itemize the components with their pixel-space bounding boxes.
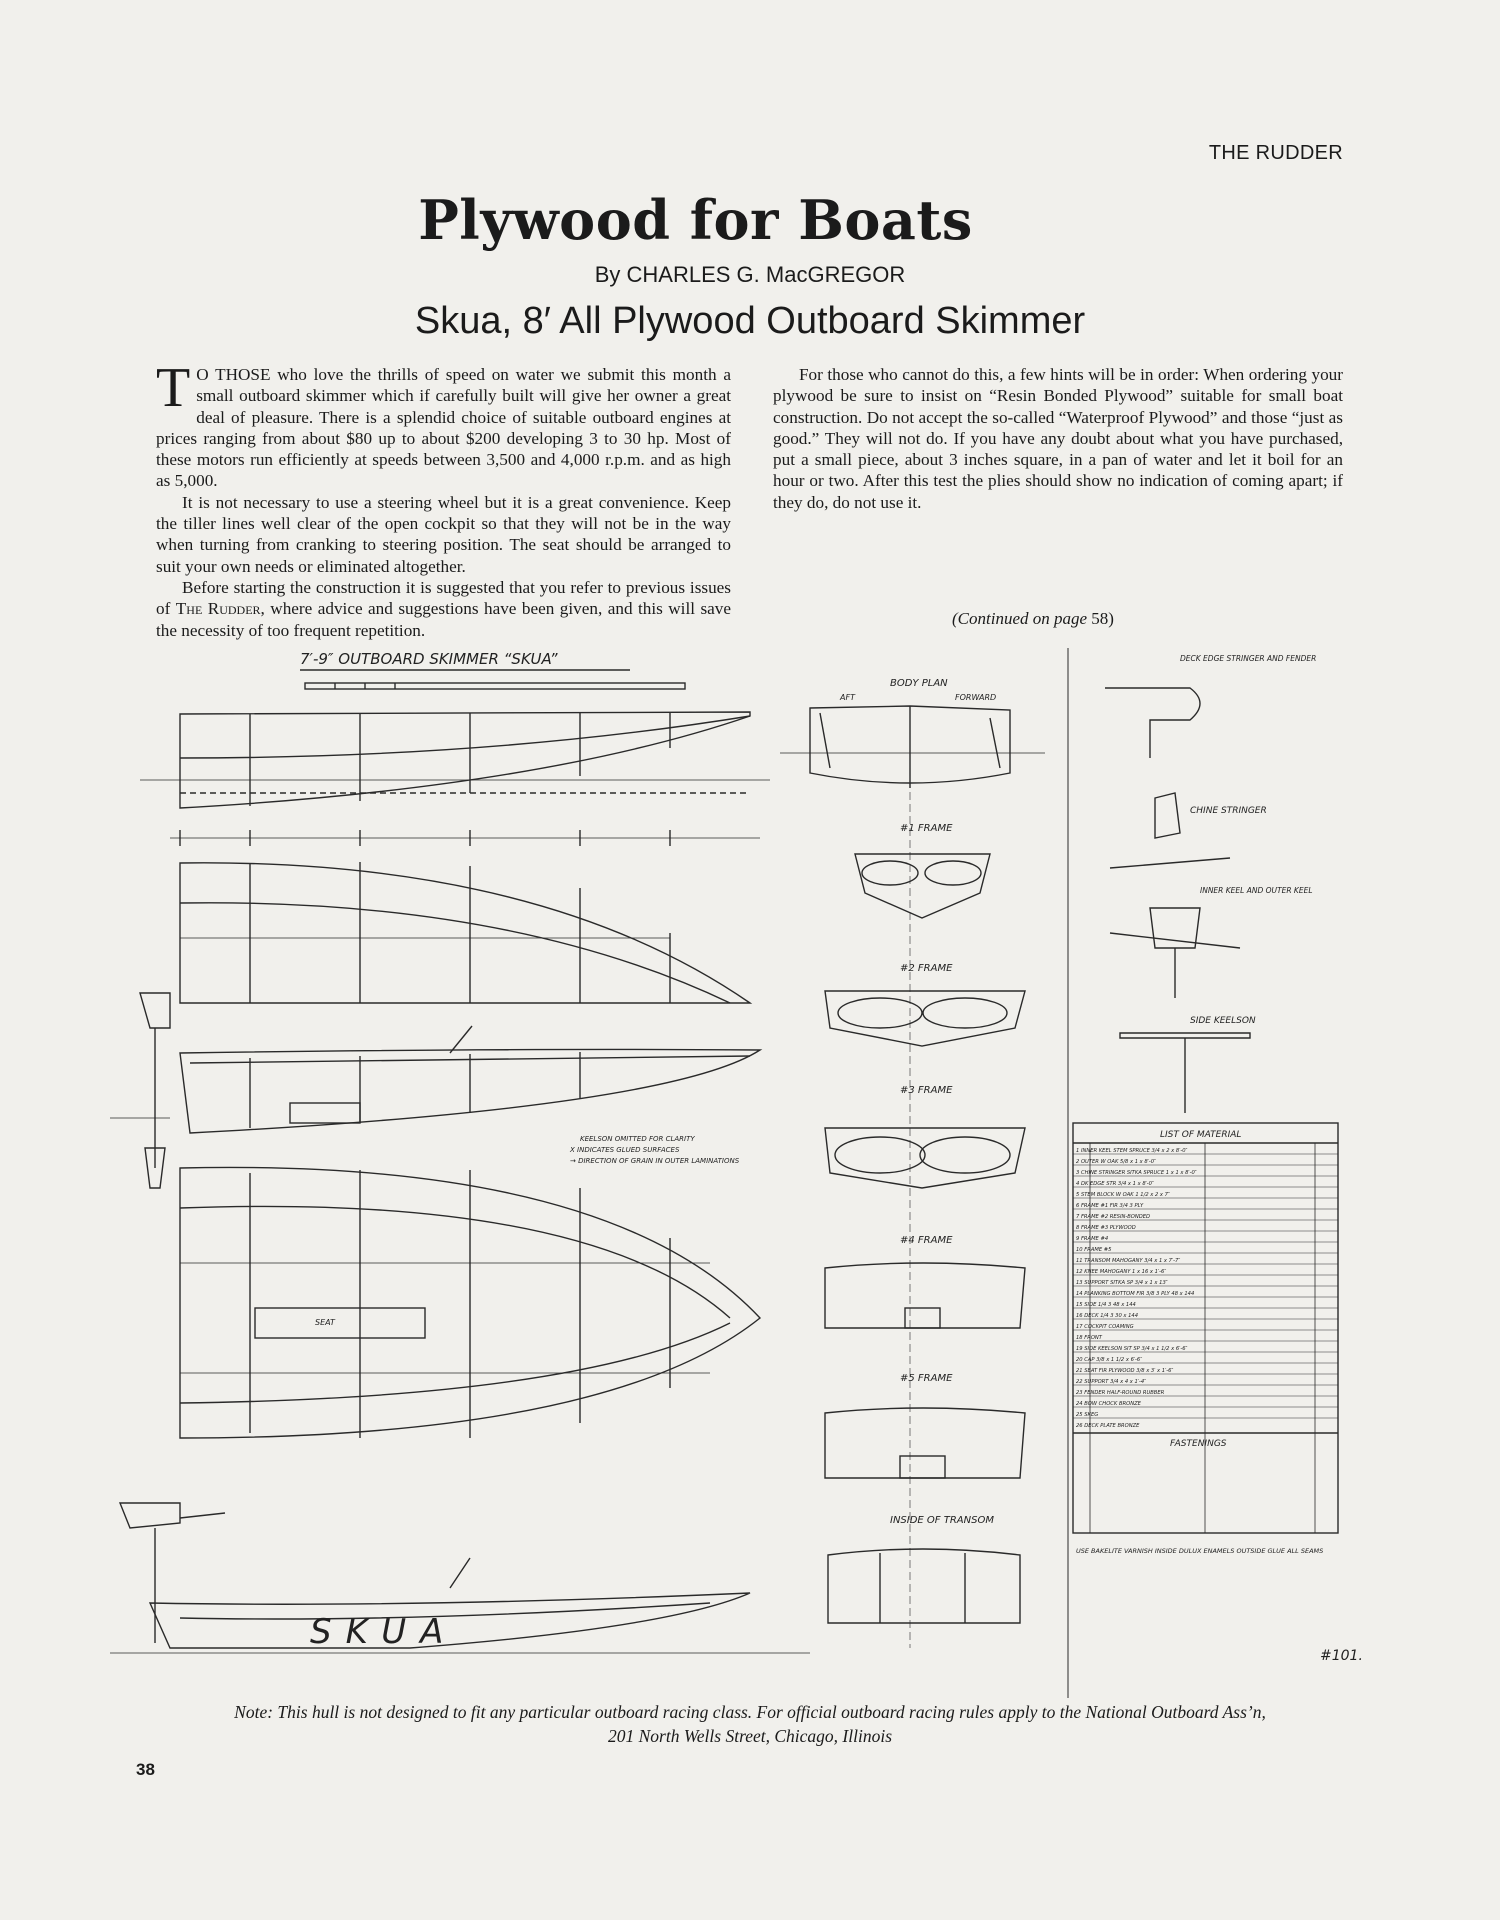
material-row: 26 DECK PLATE BRONZE: [1076, 1423, 1140, 1429]
inner-keel-label: INNER KEEL AND OUTER KEEL: [1200, 886, 1313, 895]
frame-1-label: #1 FRAME: [900, 823, 953, 834]
forward-label: FORWARD: [955, 693, 997, 702]
material-row: 10 FRAME #5: [1076, 1247, 1112, 1253]
material-row: 3 CHINE STRINGER SITKA SPRUCE 1 x 1 x 8′-0″: [1076, 1170, 1197, 1176]
material-row: 12 KNEE MAHOGANY 1 x 16 x 1′-6″: [1076, 1269, 1167, 1275]
paragraph-2: It is not necessary to use a steering wheel but it is a great convenience. Keep the tiller lines well clear of the open cockpit so that they will not be in the way when turning from cranking to steering position. The seat should be arranged to suit your own needs or eliminated altogether.: [156, 492, 731, 576]
material-row: 6 FRAME #1 FIR 3/4 3 PLY: [1076, 1203, 1144, 1209]
continued-text: (Continued on page: [952, 609, 1088, 628]
paragraph-1-text: O THOSE who love the thrills of speed on water we submit this month a small outboard skimmer which if carefully built will give her owner a great deal of pleasure. There is a splendid choice of suitable outboard engines at prices ranging from about $80 up to about $200 developing 3 to 30 hp. Most of these motors run efficiently at speeds between 3,500 and 4,000 r.p.m. and as high as 5,000.: [156, 365, 731, 491]
body-plan-label: BODY PLAN: [890, 678, 948, 689]
material-row: 16 DECK 1/4 3 30 x 144: [1076, 1313, 1139, 1319]
material-row: 19 SIDE KEELSON SIT SP 3/4 x 1 1/2 x 6′-6″: [1076, 1346, 1188, 1352]
material-row: 8 FRAME #3 PLYWOOD: [1076, 1225, 1136, 1231]
material-row: 21 SEAT FIR PLYWOOD 3/8 x 3′ x 1′-6″: [1076, 1368, 1174, 1374]
chine-stringer-label: CHINE STRINGER: [1190, 806, 1267, 816]
material-row: 25 SKEG: [1076, 1412, 1099, 1418]
drawing-main-title: 7′-9″ OUTBOARD SKIMMER “SKUA”: [300, 650, 558, 668]
material-row: 5 STEM BLOCK W OAK 1 1/2 x 2 x 7″: [1076, 1192, 1170, 1198]
article-title: Plywood for Boats: [418, 188, 973, 252]
material-row: 24 BOW CHOCK BRONZE: [1076, 1401, 1141, 1407]
material-row: 1 INNER KEEL STEM SPRUCE 3/4 x 2 x 8′-0″: [1076, 1148, 1188, 1154]
material-row: 13 SUPPORT SITKA SP 3/4 x 1 x 13″: [1076, 1280, 1168, 1286]
byline: By CHARLES G. MacGREGOR: [594, 262, 906, 287]
plate-number: #101.: [1320, 1648, 1363, 1664]
masthead: THE RUDDER: [1208, 142, 1343, 164]
column-left: [156, 357, 732, 641]
material-row: 4 DK EDGE STR 3/4 x 1 x 8′-0″: [1076, 1181, 1154, 1187]
material-row: 11 TRANSOM MAHOGANY 3/4 x 1 x 7′-7″: [1076, 1258, 1181, 1264]
fastenings-note: USE BAKELITE VARNISH INSIDE DULUX ENAMELS OUTSIDE GLUE ALL SEAMS: [1076, 1547, 1324, 1555]
paragraph-3-text-a: Before starting the construction it is suggested that you refer to previous issues of: [156, 577, 731, 619]
hull-name-lettering: SKUA: [310, 1612, 458, 1652]
drawing-note-1: KEELSON OMITTED FOR CLARITY: [580, 1135, 695, 1143]
drawing-note-3: → DIRECTION OF GRAIN IN OUTER LAMINATIONS: [570, 1157, 740, 1165]
materials-title: LIST OF MATERIAL: [1160, 1130, 1242, 1140]
material-row: 18 FRONT: [1076, 1335, 1102, 1341]
continued-note: [952, 609, 1114, 629]
footnote: [0, 1700, 1500, 1748]
material-row: 17 COCKPIT COAMING: [1076, 1324, 1134, 1330]
footnote-line-2: 201 North Wells Street, Chicago, Illinois: [607, 1726, 893, 1746]
article-subtitle: Skua, 8′ All Plywood Outboard Skimmer: [414, 300, 1086, 342]
transom-label: INSIDE OF TRANSOM: [890, 1515, 994, 1526]
boat-plans-drawing: [110, 648, 1363, 1698]
side-keelson-label: SIDE KEELSON: [1190, 1016, 1256, 1026]
aft-label: AFT: [840, 693, 855, 702]
drawing-note-2: X INDICATES GLUED SURFACES: [570, 1146, 680, 1154]
material-row: 22 SUPPORT 3/4 x 4 x 1′-4″: [1076, 1379, 1147, 1385]
material-row: 23 FENDER HALF-ROUND RUBBER: [1076, 1390, 1165, 1396]
paragraph-3-text-b: , where advice and suggestions have been given, and this will save the necessity of too frequent repetition.: [156, 599, 732, 640]
material-row: 20 CAP 3/8 x 1 1/2 x 6′-6″: [1076, 1357, 1143, 1363]
deck-edge-label: DECK EDGE STRINGER AND FENDER: [1180, 654, 1317, 663]
material-row: 15 SIDE 1/4 3 48 x 144: [1076, 1302, 1136, 1308]
magazine-name: The Rudder: [175, 599, 261, 619]
seat-label: SEAT: [315, 1318, 335, 1327]
material-row: 9 FRAME #4: [1076, 1236, 1109, 1242]
frame-2-label: #2 FRAME: [900, 963, 953, 974]
paragraph-1: [156, 357, 731, 492]
frame-4-label: #4 FRAME: [900, 1235, 953, 1246]
material-row: 7 FRAME #2 RESIN-BONDED: [1076, 1214, 1151, 1220]
frame-3-label: #3 FRAME: [900, 1085, 953, 1096]
material-row: 2 OUTER W OAK 5/8 x 1 x 8′-0″: [1076, 1159, 1156, 1165]
paragraph-3: [156, 577, 731, 641]
column-right: [773, 364, 1343, 513]
drop-cap: T: [156, 357, 191, 419]
material-row: 14 PLANKING BOTTOM FIR 3/8 3 PLY 48 x 144: [1076, 1291, 1195, 1297]
fastenings-title: FASTENINGS: [1170, 1439, 1227, 1449]
paragraph-4: For those who cannot do this, a few hints will be in order: When ordering your plywood be sure to insist on “Resin Bonded Plywood” suitable for small boat construction. Do not accept the so-called “Waterproof Plywood” and those “just as good.” They will not do. If you have any doubt about what you have purchased, put a small piece, about 3 inches square, in a pan of water and let it boil for an hour or two. After this test the plies should show no indication of coming apart; if they do, do not use it.: [773, 365, 1343, 512]
footnote-line-1: Note: This hull is not designed to fit any particular outboard racing class. For official outboard racing rules apply to the National Outboard Ass’n,: [234, 1702, 1266, 1722]
page-number: 38: [136, 1760, 155, 1779]
frame-5-label: #5 FRAME: [900, 1373, 953, 1384]
continued-page: 58): [1091, 609, 1114, 628]
